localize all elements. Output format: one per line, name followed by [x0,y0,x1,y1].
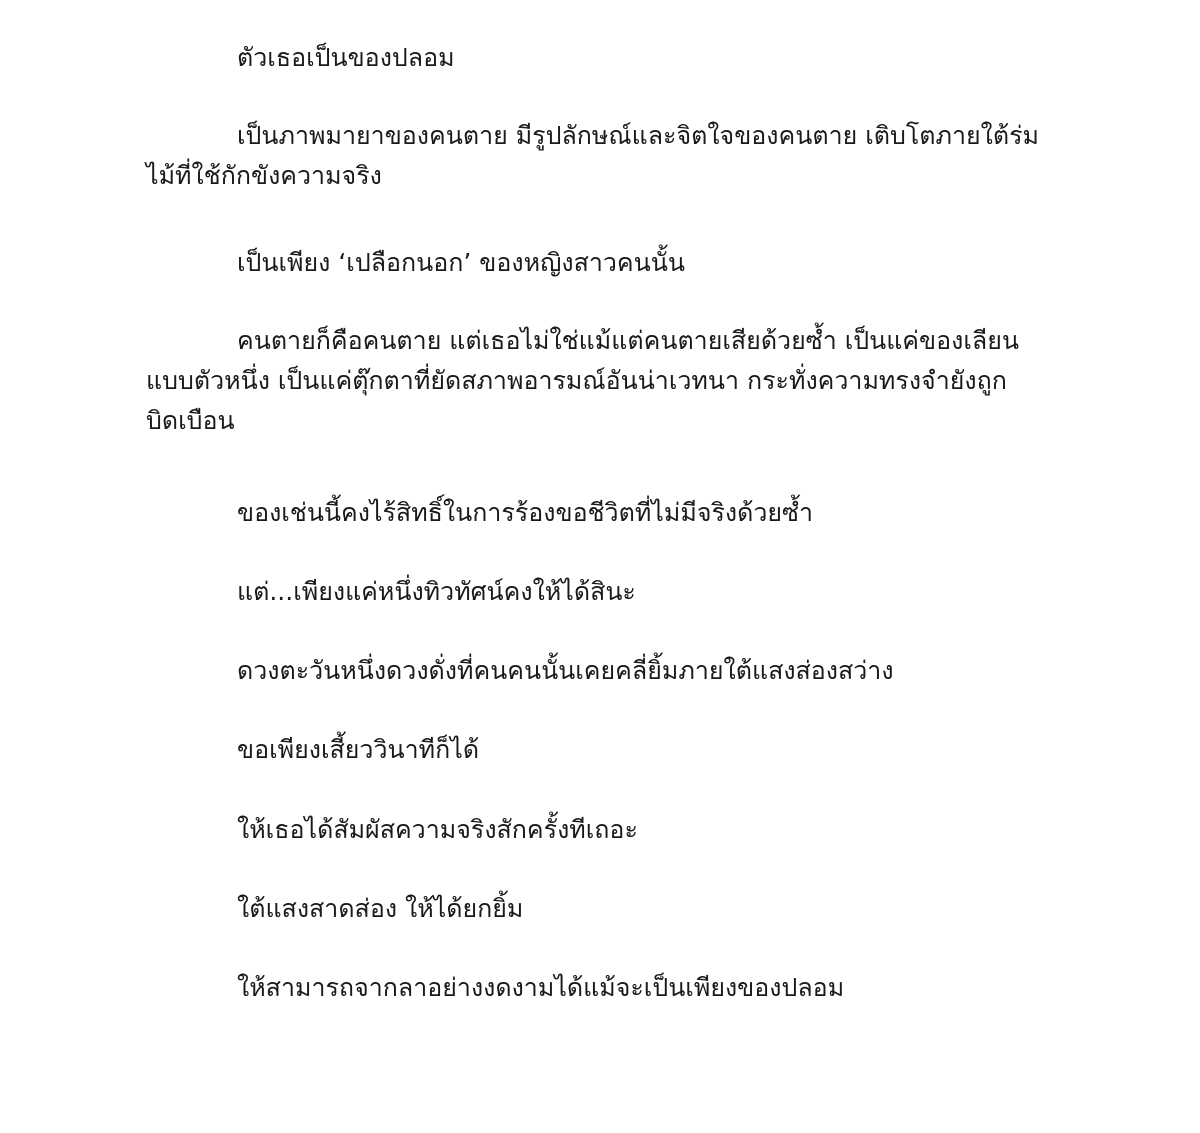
paragraph-3 [146,243,1046,283]
paragraph-1 [146,38,1046,78]
paragraph-5 [146,493,1046,533]
paragraph-line: ใต้แสงสาดส่อง ให้ได้ยกยิ้ม [237,894,524,923]
paragraph-line: ของเช่นนี้คงไร้สิทธิ์ในการร้องขอชีวิตที่ไม่มีจริงด้วยซ้ำ [237,498,814,527]
paragraph-line: ให้สามารถจากลาอย่างงดงามได้แม้จะเป็นเพียงของปลอม [237,973,845,1002]
paragraph-line: แต่...เพียงแค่หนึ่งทิวทัศน์คงให้ได้สินะ [237,577,636,606]
paragraph-9 [146,810,1046,850]
paragraph-line: แบบตัวหนึ่ง เป็นแค่ตุ๊กตาที่ยัดสภาพอารมณ์อันน่าเวทนา กระทั่งความทรงจำยังถูก [146,366,1007,395]
paragraph-line: ดวงตะวันหนึ่งดวงดั่งที่คนคนนั้นเคยคลี่ยิ้มภายใต้แสงส่องสว่าง [237,656,894,685]
paragraph-4 [146,321,1046,441]
paragraph-8 [146,730,1046,770]
paragraph-2 [146,116,1046,196]
paragraph-line: ขอเพียงเสี้ยววินาทีก็ได้ [237,735,480,764]
paragraph-line: คนตายก็คือคนตาย แต่เธอไม่ใช่แม้แต่คนตายเสียด้วยซ้ำ เป็นแค่ของเลียน [237,326,1019,355]
paragraph-10 [146,889,1046,929]
paragraph-7 [146,651,1046,691]
paragraph-line: บิดเบือน [146,406,235,435]
paragraph-line: ให้เธอได้สัมผัสความจริงสักครั้งทีเถอะ [237,815,638,844]
paragraph-line: ตัวเธอเป็นของปลอม [237,43,455,72]
paragraph-line: ไม้ที่ใช้กักขังความจริง [146,161,382,190]
paragraph-line: เป็นภาพมายาของคนตาย มีรูปลักษณ์และจิตใจของคนตาย เติบโตภายใต้ร่ม [237,121,1040,150]
paragraph-11 [146,968,1046,1008]
paragraph-6 [146,572,1046,612]
paragraph-line: เป็นเพียง ‘เปลือกนอก’ ของหญิงสาวคนนั้น [237,248,685,277]
